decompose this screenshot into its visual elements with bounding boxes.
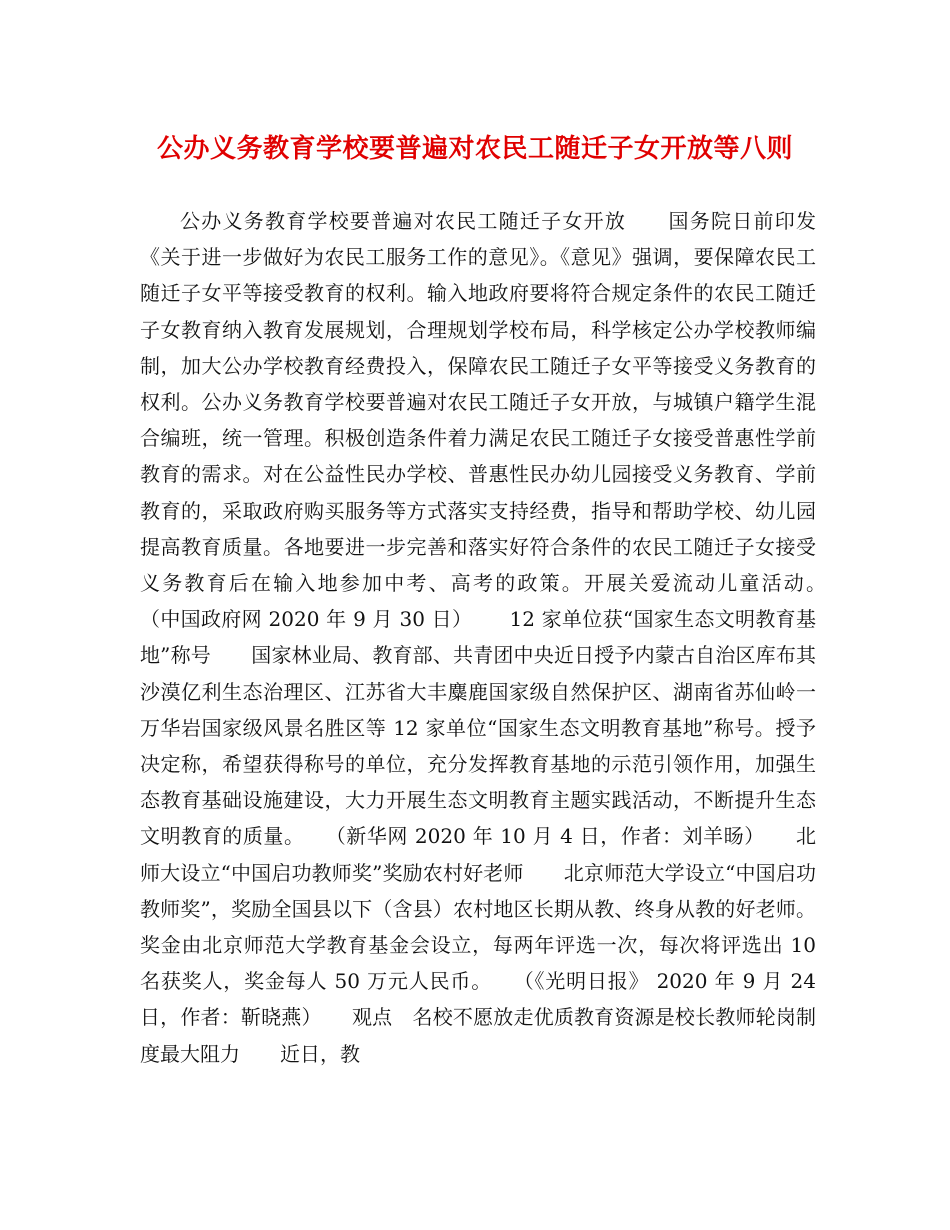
document-title: 公办义务教育学校要普遍对农民工随迁子女开放等八则 <box>156 134 793 164</box>
document-body: 公办义务教育学校要普遍对农民工随迁子女开放 国务院日前印发《关于进一步做好为农民工服务工作的意见》。《意见》强调，要保障农民工随迁子女平等接受教育的权利。输入地政府要将符合规定条件的农民工随迁子女教育纳入教育发展规划，合理规划学校布局，科学核定公办学校教师编制，加大公办学校教育经费投入，保障农民工随迁子女平等接受义务教育的权利。公办义务教育学校要普遍对农民工随迁子女开放，与城镇户籍学生混合编班，统一管理。积极创造条件着力满足农民工随迁子女接受普惠性学前教育的需求。对在公益性民办学校、普惠性民办幼儿园接受义务教育、学前教育的，采取政府购买服务等方式落实支持经费，指导和帮助学校、幼儿园提高教育质量。各地要进一步完善和落实好符合条件的农民工随迁子女接受义务教育后在输入地参加中考、高考的政策。开展关爱流动儿童活动。 （中国政府网 2020 年 9 月 30 日） 12 家单位获“国家生态文明教育基地”称号 国家林业局、教育部、共青团中央近日授予内蒙古自治区库布其沙漠亿利生态治理区、江苏省大丰麋鹿国家级自然保护区、湖南省苏仙岭一万华岩国家级风景名胜区等 12 家单位“国家生态文明教育基地”称号。授予决定称，希望获得称号的单位，充分发挥教育基地的示范引领作用，加强生态教育基础设施建设，大力开展生态文明教育主题实践活动，不断提升生态文明教育的质量。 （新华网 2020 年 10 月 4 日，作者：刘羊旸） 北师大设立“中国启功教师奖”奖励农村好老师 北京师范大学设立“中国启功教师奖”，奖励全国县以下（含县）农村地区长期从教、终身从教的好老师。奖金由北京师范大学教育基金会设立，每两年评选一次，每次将评选出 10 名获奖人，奖金每人 50 万元人民币。 （《光明日报》 2020 年 9 月 24 日，作者：靳晓燕） 观点 名校不愿放走优质教育资源是校长教师轮岗制度最大阻力 近日，教 <box>140 209 856 1066</box>
